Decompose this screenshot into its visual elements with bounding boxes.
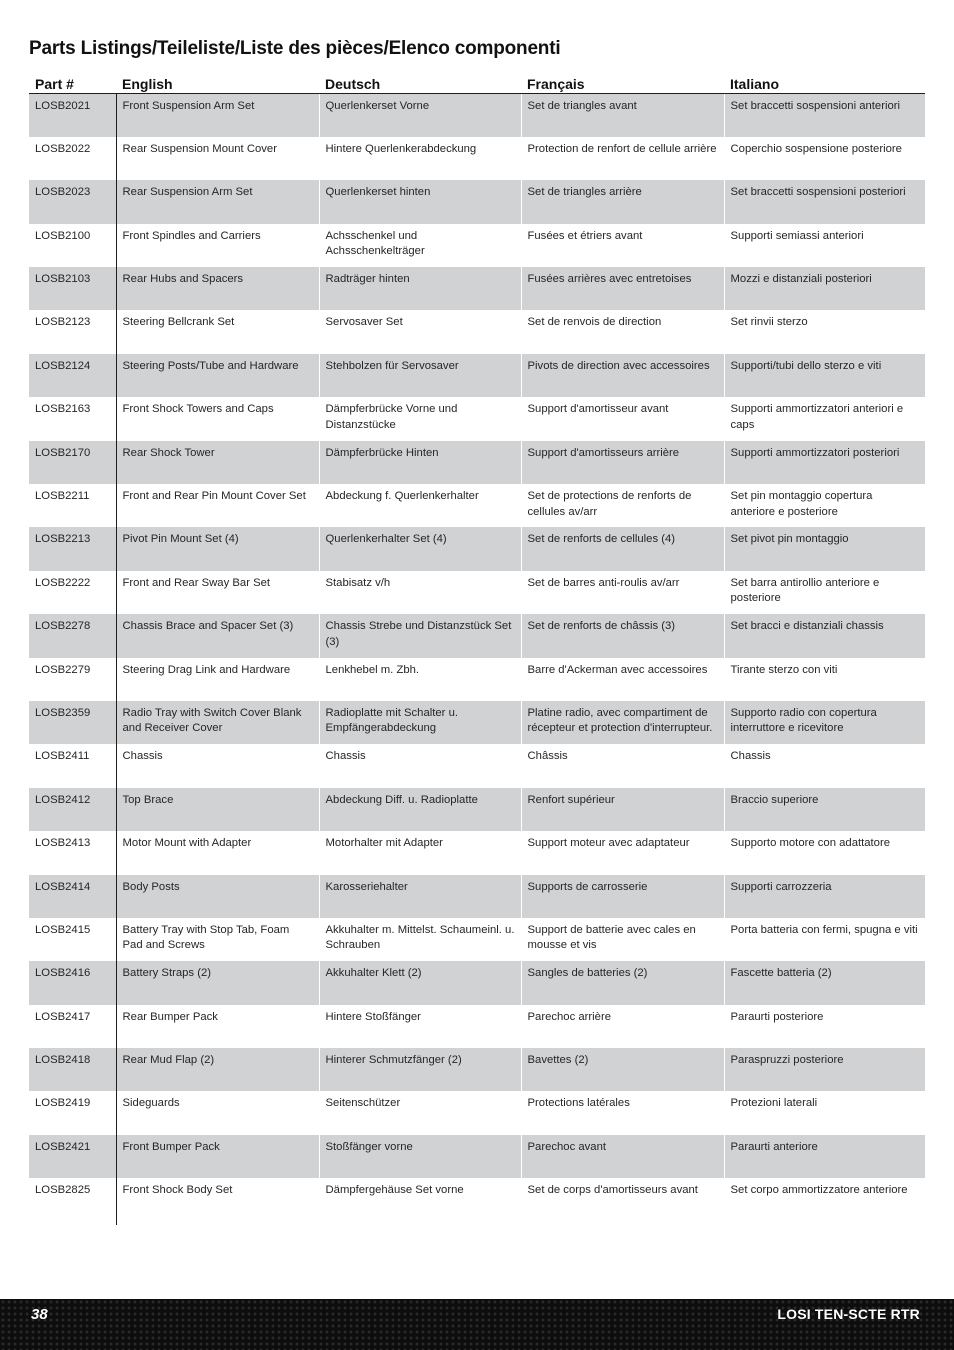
english-cell: Front Shock Body Set [116,1178,319,1221]
deutsch-cell: Motorhalter mit Adapter [319,831,521,874]
english-cell: Front and Rear Pin Mount Cover Set [116,484,319,527]
column-header-francais: Français [521,70,724,94]
deutsch-cell: Akkuhalter m. Mittelst. Schaumeinl. u. Schrauben [319,918,521,961]
table-row [29,788,925,831]
english-cell: Rear Suspension Mount Cover [116,137,319,180]
italiano-cell: Protezioni laterali [724,1091,925,1134]
deutsch-cell: Hintere Querlenkerabdeckung [319,137,521,180]
english-cell: Radio Tray with Switch Cover Blank and Receiver Cover [116,701,319,744]
deutsch-cell: Querlenkerset hinten [319,180,521,223]
english-cell: Front Suspension Arm Set [116,94,319,137]
italiano-cell: Set bracci e distanziali chassis [724,614,925,657]
deutsch-cell: Stabisatz v/h [319,571,521,614]
table-row [29,267,925,310]
deutsch-cell: Hintere Stoßfänger [319,1005,521,1048]
part-number-cell: LOSB2413 [35,837,91,850]
part-number-cell: LOSB2825 [35,1184,91,1197]
table-row [29,744,925,787]
table-row [29,310,925,353]
parts-table [29,70,925,1222]
francais-cell: Set de triangles arrière [521,180,724,223]
deutsch-cell: Dämpfergehäuse Set vorne [319,1178,521,1221]
part-number-cell: LOSB2124 [29,354,116,397]
deutsch-cell: Abdeckung f. Querlenkerhalter [319,484,521,527]
part-number-cell: LOSB2023 [29,180,116,223]
column-header-part-number: Part # [29,70,116,94]
italiano-cell: Supporti ammortizzatori anteriori e caps [724,397,925,440]
column-header-english: English [116,70,319,94]
part-number-cell: LOSB2416 [29,961,116,1004]
italiano-cell: Set pin montaggio copertura anteriore e posteriore [724,484,925,527]
italiano-cell: Paraspruzzi posteriore [724,1048,925,1091]
francais-cell: Pivots de direction avec accessoires [521,354,724,397]
english-cell: Front Bumper Pack [116,1135,319,1178]
table-row [29,484,925,527]
deutsch-cell: Servosaver Set [319,310,521,353]
part-number-cell: LOSB2417 [35,1010,91,1023]
francais-cell: Support de batterie avec cales en mousse et vis [521,918,724,961]
english-cell: Rear Mud Flap (2) [116,1048,319,1091]
francais-cell: Set de protections de renforts de cellules av/arr [521,484,724,527]
francais-cell: Support d'amortisseur avant [521,397,724,440]
deutsch-cell: Chassis [319,744,521,787]
table-row [29,1178,925,1221]
francais-cell: Support d'amortisseurs arrière [521,441,724,484]
francais-cell: Barre d'Ackerman avec accessoires [521,658,724,701]
page-number: 38 [31,1306,48,1323]
table-row [29,571,925,614]
deutsch-cell: Seitenschützer [319,1091,521,1134]
table-row [29,397,925,440]
part-number-cell: LOSB2103 [29,267,116,310]
deutsch-cell: Akkuhalter Klett (2) [319,961,521,1004]
italiano-cell: Supporto motore con adattatore [724,831,925,874]
english-cell: Front Shock Towers and Caps [116,397,319,440]
english-cell: Motor Mount with Adapter [116,831,319,874]
deutsch-cell: Radioplatte mit Schalter u. Empfängerabdeckung [319,701,521,744]
francais-cell: Set de triangles avant [521,94,724,137]
italiano-cell: Set braccetti sospensioni anteriori [724,94,925,137]
english-cell: Steering Drag Link and Hardware [116,658,319,701]
deutsch-cell: Abdeckung Diff. u. Radioplatte [319,788,521,831]
deutsch-cell: Dämpferbrücke Vorne und Distanzstücke [319,397,521,440]
english-cell: Rear Bumper Pack [116,1005,319,1048]
francais-cell: Parechoc arrière [521,1005,724,1048]
francais-cell: Set de renforts de châssis (3) [521,614,724,657]
francais-cell: Protections latérales [521,1091,724,1134]
table-row [29,1048,925,1091]
column-divider [116,1198,117,1225]
italiano-cell: Set barra antirollio anteriore e posteriore [724,571,925,614]
english-cell: Chassis Brace and Spacer Set (3) [116,614,319,657]
table-row [29,224,925,267]
table-row [29,1091,925,1134]
francais-cell: Châssis [521,744,724,787]
column-header-italiano: Italiano [724,70,925,94]
table-row [29,1005,925,1048]
table-header-row [29,70,925,94]
english-cell: Body Posts [116,875,319,918]
deutsch-cell: Hinterer Schmutzfänger (2) [319,1048,521,1091]
english-cell: Front Spindles and Carriers [116,224,319,267]
table-row [29,441,925,484]
italiano-cell: Set rinvii sterzo [724,310,925,353]
english-cell: Chassis [116,744,319,787]
part-number-cell: LOSB2278 [29,614,116,657]
italiano-cell: Mozzi e distanziali posteriori [724,267,925,310]
part-number-cell: LOSB2213 [29,527,116,570]
italiano-cell: Chassis [724,744,925,787]
francais-cell: Set de renforts de cellules (4) [521,527,724,570]
english-cell: Pivot Pin Mount Set (4) [116,527,319,570]
part-number-cell: LOSB2419 [35,1097,91,1110]
part-number-cell: LOSB2123 [35,316,91,329]
table-row [29,918,925,961]
english-cell: Top Brace [116,788,319,831]
table-row [29,831,925,874]
francais-cell: Platine radio, avec compartiment de récepteur et protection d'interrupteur. [521,701,724,744]
part-number-cell: LOSB2418 [29,1048,116,1091]
deutsch-cell: Querlenkerhalter Set (4) [319,527,521,570]
francais-cell: Fusées et étriers avant [521,224,724,267]
part-number-cell: LOSB2411 [35,750,90,763]
english-cell: Rear Hubs and Spacers [116,267,319,310]
english-cell: Front and Rear Sway Bar Set [116,571,319,614]
table-row [29,527,925,570]
deutsch-cell: Achsschenkel und Achsschenkelträger [319,224,521,267]
deutsch-cell: Stehbolzen für Servosaver [319,354,521,397]
italiano-cell: Set pivot pin montaggio [724,527,925,570]
part-number-cell: LOSB2414 [29,875,116,918]
table-row [29,875,925,918]
deutsch-cell: Lenkhebel m. Zbh. [319,658,521,701]
table-row [29,701,925,744]
francais-cell: Set de barres anti-roulis av/arr [521,571,724,614]
english-cell: Battery Tray with Stop Tab, Foam Pad and Screws [116,918,319,961]
deutsch-cell: Karosseriehalter [319,875,521,918]
deutsch-cell: Radträger hinten [319,267,521,310]
table-row [29,180,925,223]
francais-cell: Fusées arrières avec entretoises [521,267,724,310]
italiano-cell: Fascette batteria (2) [724,961,925,1004]
deutsch-cell: Dämpferbrücke Hinten [319,441,521,484]
part-number-cell: LOSB2421 [29,1135,116,1178]
italiano-cell: Braccio superiore [724,788,925,831]
table-row [29,354,925,397]
part-number-cell: LOSB2412 [29,788,116,831]
francais-cell: Bavettes (2) [521,1048,724,1091]
column-header-deutsch: Deutsch [319,70,521,94]
italiano-cell: Supporti carrozzeria [724,875,925,918]
part-number-cell: LOSB2279 [35,663,91,676]
part-number-cell: LOSB2022 [35,142,91,155]
part-number-cell: LOSB2415 [35,923,91,936]
parts-table-body [29,94,925,1222]
italiano-cell: Supporti semiassi anteriori [724,224,925,267]
table-row [29,614,925,657]
table-row [29,137,925,180]
table-row [29,94,925,137]
english-cell: Rear Suspension Arm Set [116,180,319,223]
table-row [29,1135,925,1178]
english-cell: Steering Bellcrank Set [116,310,319,353]
english-cell: Rear Shock Tower [116,441,319,484]
francais-cell: Support moteur avec adaptateur [521,831,724,874]
part-number-cell: LOSB2170 [29,441,116,484]
part-number-cell: LOSB2211 [35,490,90,503]
part-number-cell: LOSB2163 [35,403,91,416]
table-row [29,658,925,701]
italiano-cell: Coperchio sospensione posteriore [724,137,925,180]
francais-cell: Supports de carrosserie [521,875,724,918]
italiano-cell: Set corpo ammortizzatore anteriore [724,1178,925,1221]
english-cell: Sideguards [116,1091,319,1134]
part-number-cell: LOSB2100 [35,229,91,242]
part-number-cell: LOSB2222 [35,576,91,589]
francais-cell: Sangles de batteries (2) [521,961,724,1004]
italiano-cell: Supporti/tubi dello sterzo e viti [724,354,925,397]
francais-cell: Set de corps d'amortisseurs avant [521,1178,724,1221]
italiano-cell: Paraurti anteriore [724,1135,925,1178]
deutsch-cell: Querlenkerset Vorne [319,94,521,137]
italiano-cell: Set braccetti sospensioni posteriori [724,180,925,223]
table-row [29,961,925,1004]
english-cell: Steering Posts/Tube and Hardware [116,354,319,397]
italiano-cell: Paraurti posteriore [724,1005,925,1048]
italiano-cell: Tirante sterzo con viti [724,658,925,701]
deutsch-cell: Chassis Strebe und Distanzstück Set (3) [319,614,521,657]
francais-cell: Protection de renfort de cellule arrière [521,137,724,180]
page-title: Parts Listings/Teileliste/Liste des pièces/Elenco componenti [29,38,561,59]
deutsch-cell: Stoßfänger vorne [319,1135,521,1178]
italiano-cell: Supporti ammortizzatori posteriori [724,441,925,484]
francais-cell: Parechoc avant [521,1135,724,1178]
italiano-cell: Supporto radio con copertura interruttore e ricevitore [724,701,925,744]
francais-cell: Renfort supérieur [521,788,724,831]
italiano-cell: Porta batteria con fermi, spugna e viti [724,918,925,961]
francais-cell: Set de renvois de direction [521,310,724,353]
part-number-cell: LOSB2359 [29,701,116,744]
product-name: LOSI TEN-SCTE RTR [777,1306,920,1322]
english-cell: Battery Straps (2) [116,961,319,1004]
part-number-cell: LOSB2021 [29,94,116,137]
